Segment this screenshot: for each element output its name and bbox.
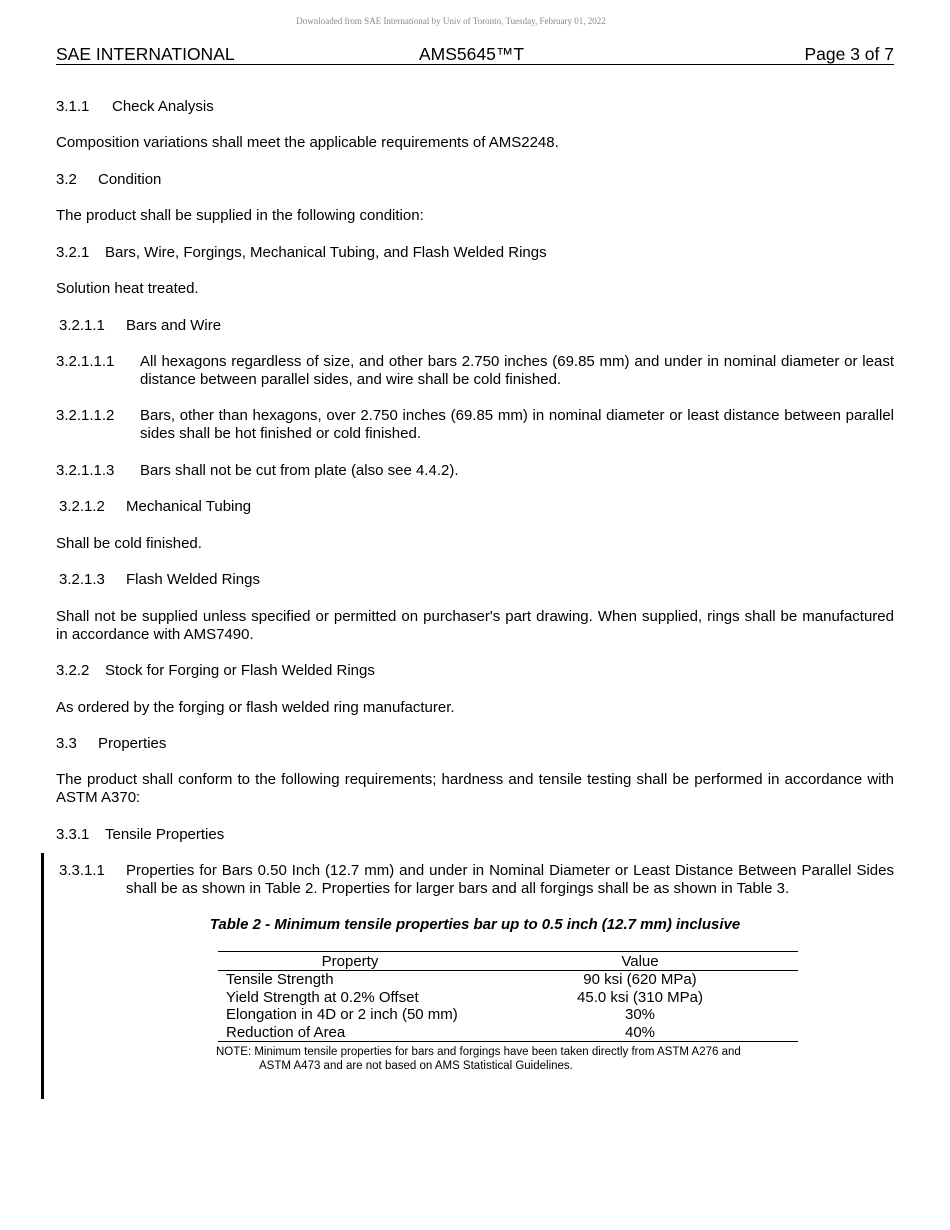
table-caption: Table 2 - Minimum tensile properties bar up to 0.5 inch (12.7 mm) inclusive: [209, 916, 741, 933]
paragraph: The product shall conform to the following requirements; hardness and tensile testing shall be performed in accordance with ASTM A370:: [56, 771, 894, 806]
section-number: 3.2.1.3: [59, 571, 105, 588]
section-number: 3.2.1.1.2: [56, 407, 115, 424]
table-row: [218, 1024, 798, 1042]
paragraph: Bars, other than hexagons, over 2.750 inches (69.85 mm) in nominal diameter or least distance between parallel sides shall be hot finished or cold finished.: [140, 407, 894, 442]
value-cell: 30%: [624, 1006, 656, 1023]
table-header-property: Property: [218, 952, 482, 971]
header-doc-number: AMS5645™T: [419, 44, 525, 64]
section-heading: Check Analysis: [112, 98, 214, 115]
download-watermark: Downloaded from SAE International by Univ of Toronto, Tuesday, February 01, 2022: [296, 16, 606, 26]
section-number: 3.3: [56, 735, 77, 752]
section-number: 3.2.1.1.1: [56, 353, 115, 370]
property-cell: Yield Strength at 0.2% Offset: [226, 988, 419, 1006]
section-number: 3.2.1.2: [59, 498, 105, 515]
property-cell: Elongation in 4D or 2 inch (50 mm): [226, 1006, 458, 1023]
paragraph: The product shall be supplied in the following condition:: [56, 207, 424, 224]
table-row: [218, 989, 798, 1007]
paragraph: Composition variations shall meet the applicable requirements of AMS2248.: [56, 134, 559, 151]
value-cell: 45.0 ksi (310 MPa): [577, 988, 703, 1006]
section-heading: Flash Welded Rings: [126, 571, 260, 588]
section-number: 3.2.1.1: [59, 317, 105, 334]
table-row: [218, 1006, 798, 1024]
section-heading: Condition: [98, 171, 162, 188]
section-number: 3.3.1: [56, 826, 90, 843]
table-note: [216, 1045, 798, 1073]
section-number: 3.3.1.1: [59, 862, 105, 879]
section-heading: Mechanical Tubing: [126, 498, 252, 515]
header-rule: [56, 64, 894, 65]
table-note-line: NOTE: Minimum tensile properties for bars and forgings have been taken directly from ASTM A276 and: [216, 1046, 741, 1058]
section-heading: Tensile Properties: [105, 826, 225, 843]
tensile-properties-table: [218, 951, 798, 1042]
section-heading: Bars, Wire, Forgings, Mechanical Tubing, and Flash Welded Rings: [105, 244, 547, 261]
property-cell: Tensile Strength: [226, 971, 334, 988]
paragraph: Bars shall not be cut from plate (also see 4.4.2).: [140, 462, 459, 479]
paragraph: Shall not be supplied unless specified or permitted on purchaser's part drawing. When supplied, rings shall be manufactured in accordance with AMS7490.: [56, 608, 894, 643]
paragraph: As ordered by the forging or flash welded ring manufacturer.: [56, 699, 455, 716]
table-header-value: Value: [482, 952, 798, 971]
table-note-line: ASTM A473 and are not based on AMS Statistical Guidelines.: [259, 1060, 573, 1072]
property-cell: Reduction of Area: [218, 1024, 482, 1042]
paragraph: Shall be cold finished.: [56, 535, 202, 552]
value-cell: 40%: [482, 1024, 798, 1042]
section-number: 3.1.1: [56, 98, 90, 115]
section-number: 3.2.2: [56, 662, 90, 679]
section-heading: Bars and Wire: [126, 317, 222, 334]
section-heading: Stock for Forging or Flash Welded Rings: [105, 662, 375, 679]
section-number: 3.2: [56, 171, 77, 188]
section-heading: Properties: [98, 735, 167, 752]
table-row: [218, 971, 798, 989]
section-number: 3.2.1.1.3: [56, 462, 115, 479]
header-page-number: Page 3 of 7: [804, 44, 894, 64]
header-org: SAE INTERNATIONAL: [56, 44, 235, 64]
paragraph: Properties for Bars 0.50 Inch (12.7 mm) and under in Nominal Diameter or Least Distance Between Parallel Sides shall be as shown in Table 2. Properties for larger bars and all forgings shall be as shown in Table 3.: [126, 862, 894, 897]
paragraph: All hexagons regardless of size, and other bars 2.750 inches (69.85 mm) and under in nominal diameter or least distance between parallel sides, and wire shall be cold finished.: [140, 353, 894, 388]
section-number: 3.2.1: [56, 244, 90, 261]
value-cell: 90 ksi (620 MPa): [583, 971, 697, 988]
revision-change-bar: [41, 853, 44, 1099]
paragraph: Solution heat treated.: [56, 280, 199, 297]
